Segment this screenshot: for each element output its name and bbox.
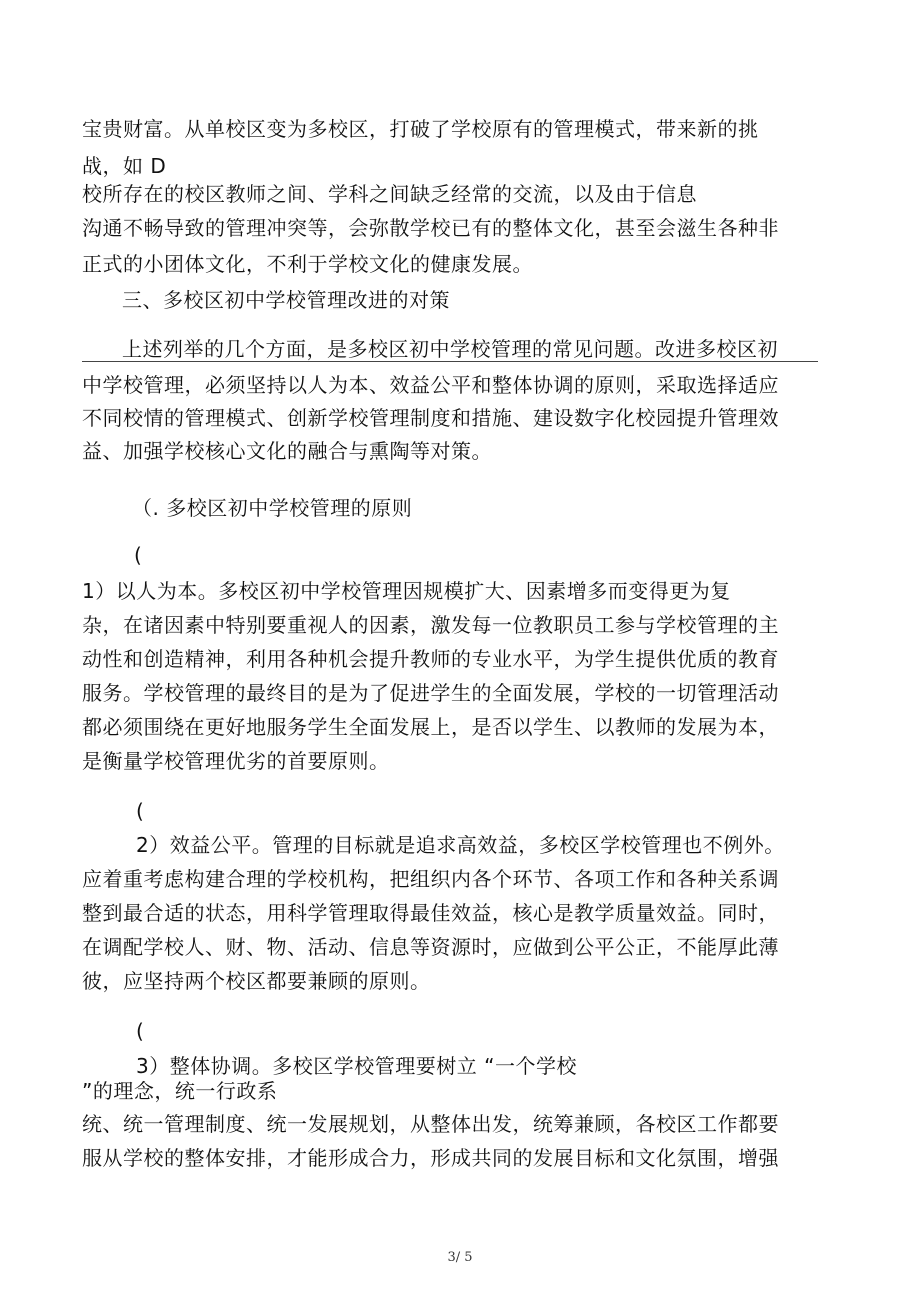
text-line: ”的理念，统一行政系	[82, 1079, 278, 1103]
text-line: 杂，在诸因素中特别要重视人的因素，激发每一位教职员工参与学校管理的主	[82, 613, 779, 637]
subsection-heading: （. 多校区初中学校管理的原则	[132, 496, 413, 520]
text-line: 是衡量学校管理优劣的首要原则。	[82, 749, 390, 773]
text-line: 彼，应坚持两个校区都要兼顾的原则。	[82, 969, 431, 993]
text-line: 益、加强学校核心文化的融合与熏陶等对策。	[82, 439, 492, 463]
text-line: 校所存在的校区教师之间、学科之间缺乏经常的交流，以及由于信息	[82, 182, 697, 206]
horizontal-rule	[82, 361, 818, 362]
text-line: 在调配学校人、财、物、活动、信息等资源时，应做到公平公正，不能厚此薄	[82, 935, 779, 959]
text-line: 1）以人为本。多校区初中学校管理因规模扩大、因素增多而变得更为复	[82, 579, 731, 603]
text-line: 3）整体协调。多校区学校管理要树立 “一个学校	[136, 1054, 577, 1078]
bracket-mark: (	[136, 1019, 145, 1043]
text-line: 统、统一管理制度、统一发展规划，从整体出发，统筹兼顾，各校区工作都要	[82, 1112, 779, 1136]
text-line: 2）效益公平。管理的目标就是追求高效益，多校区学校管理也不例外。	[136, 833, 785, 857]
text-line: 整到最合适的状态，用科学管理取得最佳效益，核心是教学质量效益。同时，	[82, 901, 779, 925]
section-heading: 三、多校区初中学校管理改进的对策	[122, 288, 450, 312]
text-line: 宝贵财富。从单校区变为多校区，打破了学校原有的管理模式，带来新的挑	[82, 117, 759, 141]
text-line: 都必须围绕在更好地服务学生全面发展上，是否以学生、以教师的发展为本，	[82, 715, 779, 739]
text-line: 正式的小团体文化，不利于学校文化的健康发展。	[82, 252, 533, 276]
bracket-mark: (	[134, 543, 143, 567]
page-number: 3/ 5	[447, 1250, 473, 1265]
text-line: 中学校管理，必须坚持以人为本、效益公平和整体协调的原则，采取选择适应	[82, 373, 779, 397]
text-line: 服务。学校管理的最终目的是为了促进学生的全面发展，学校的一切管理活动	[82, 681, 779, 705]
text-line: 动性和创造精神，利用各种机会提升教师的专业水平，为学生提供优质的教育	[82, 647, 779, 671]
text-line: 服从学校的整体安排，才能形成合力，形成共同的发展目标和文化氛围，增强	[82, 1146, 779, 1170]
text-line: 应着重考虑构建合理的学校机构，把组织内各个环节、各项工作和各种关系调	[82, 867, 779, 891]
text-line: 不同校情的管理模式、创新学校管理制度和措施、建设数字化校园提升管理效	[82, 406, 779, 430]
bracket-mark: (	[136, 799, 145, 823]
text-line: 沟通不畅导致的管理冲突等，会弥散学校已有的整体文化，甚至会滋生各种非	[82, 216, 779, 240]
text-line: 上述列举的几个方面，是多校区初中学校管理的常见问题。改进多校区初	[122, 337, 778, 361]
text-line: 战，如 D	[82, 154, 167, 178]
